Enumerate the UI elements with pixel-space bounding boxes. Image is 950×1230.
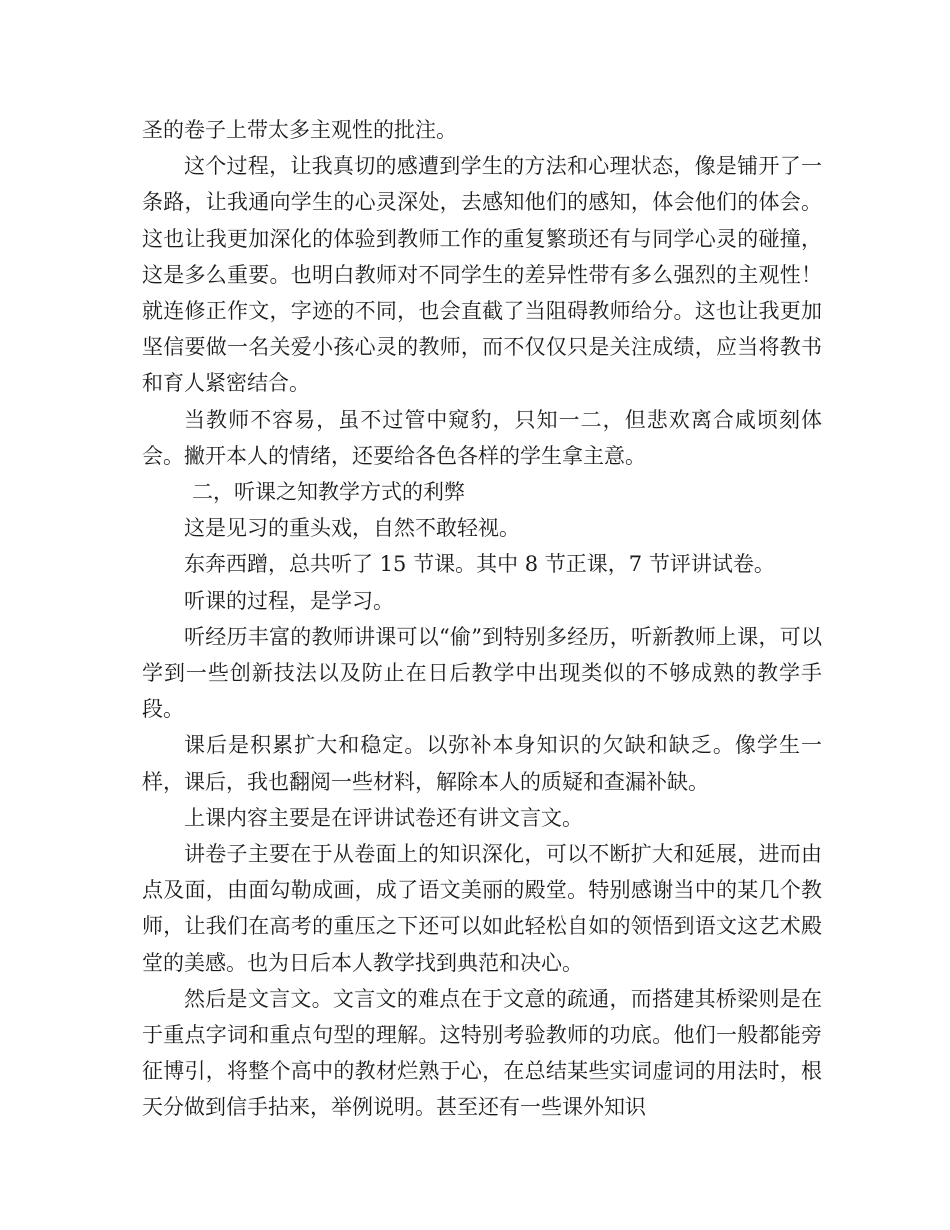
- paragraph-process-reflection: 这个过程，让我真切的感遭到学生的方法和心理状态，像是铺开了一条路，让我通向学生的心灵深处，去感知他们的感知，体会他们的体会。这也让我更加深化的体验到教师工作的重复繁琐还有与同学心灵的碰撞，这是多么重要。也明白教师对不同学生的差异性带有多么强烈的主观性！就连修正作文，字迹的不同，也会直截了当阻碍教师给分。这也让我更加坚信要做一名关爱小孩心灵的教师，而不仅仅只是关注成绩，应当将教书和育人紧密结合。: [142, 154, 822, 396]
- paragraph-class-content: 上课内容主要是在评讲试卷还有讲文言文。: [184, 805, 583, 830]
- paragraph-listening-is-learning: 听课的过程，是学习。: [184, 588, 394, 613]
- paragraph-lesson-count: 东奔西蹭，总共听了 15 节课。其中 8 节正课，7 节评讲试卷。: [184, 552, 775, 577]
- paragraph-learning-from-teachers: 听经历丰富的教师讲课可以“偷”到特别多经历，听新教师上课，可以学到一些创新技法以及防止在日后教学中出现类似的不够成熟的教学手段。: [142, 624, 822, 722]
- paragraph-continuation: 圣的卷子上带太多主观性的批注。: [142, 118, 457, 142]
- paragraph-after-class: 课后是积累扩大和稳定。以弥补本身知识的欠缺和缺乏。像学生一样，课后，我也翻阅一些材料，解除本人的质疑和查漏补缺。: [142, 733, 822, 794]
- paragraph-exam-review: 讲卷子主要在于从卷面上的知识深化，可以不断扩大和延展，进而由点及面，由面勾勒成画，成了语文美丽的殿堂。特别感谢当中的某几个教师，让我们在高考的重压之下还可以如此轻松自如的领悟到语文这艺术殿堂的美感。也为日后本人教学找到典范和决心。: [142, 842, 822, 975]
- paragraph-key-part: 这是见习的重头戏，自然不敢轻视。: [184, 516, 520, 541]
- section-heading-lecture-observation: 二，听课之知教学方式的利弊: [192, 480, 465, 505]
- paragraph-teacher-difficulty: 当教师不容易，虽不过管中窥豹，只知一二，但悲欢离合咸顷刻体会。撇开本人的情绪，还要给各色各样的学生拿主意。: [142, 407, 822, 468]
- paragraph-classical-chinese: 然后是文言文。文言文的难点在于文意的疏通，而搭建其桥梁则是在于重点字词和重点句型的理解。这特别考验教师的功底。他们一般都能旁征博引，将整个高中的教材烂熟于心，在总结某些实词虚词的用法时，根天分做到信手拈来，举例说明。甚至还有一些课外知识: [142, 986, 822, 1120]
- document-body: [142, 112, 822, 1126]
